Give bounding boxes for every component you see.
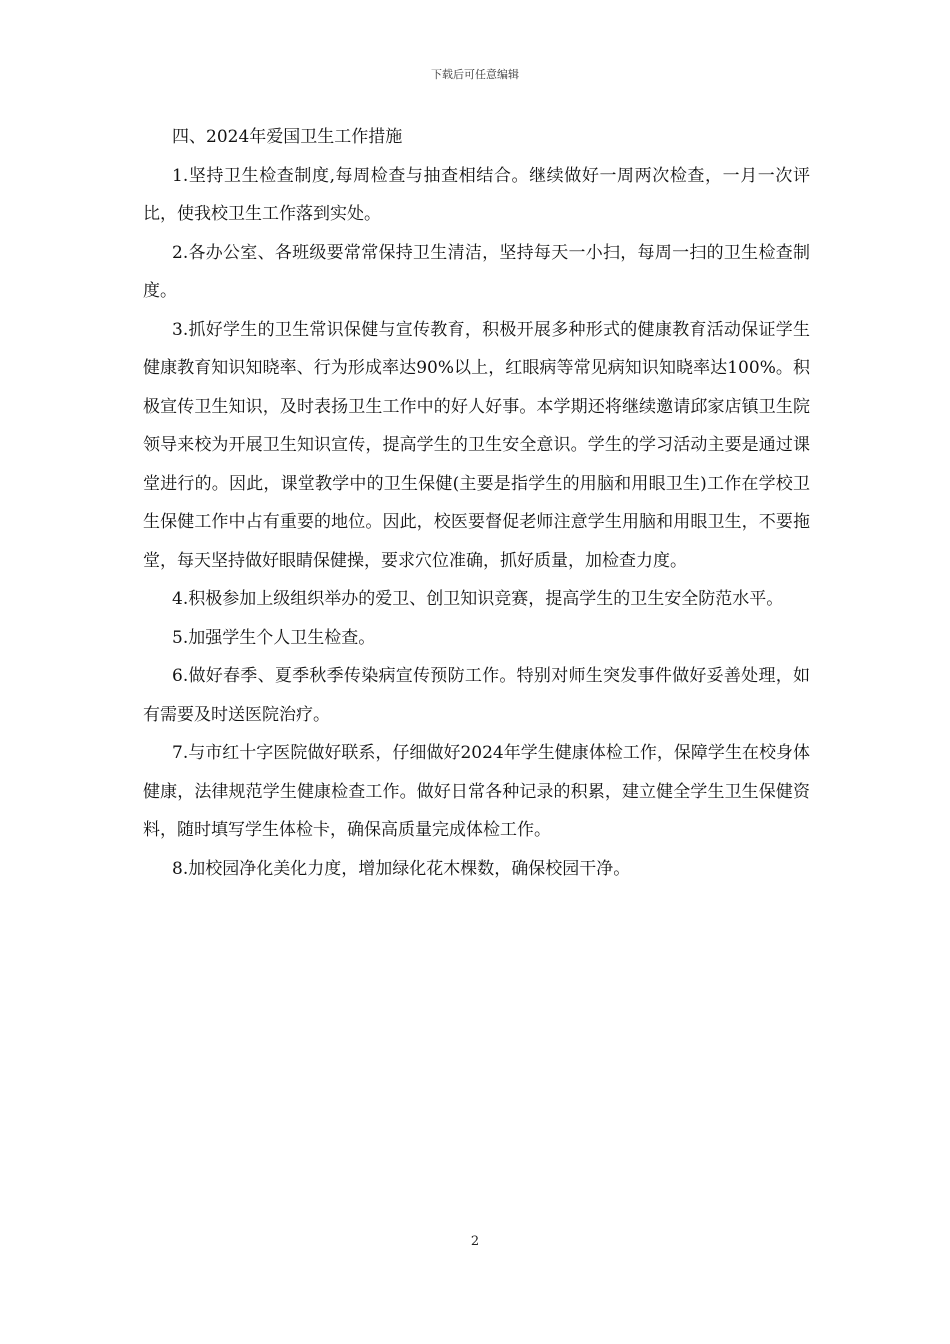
paragraph-8: 8.加校园净化美化力度，增加绿化花木棵数，确保校园干净。 — [172, 858, 631, 879]
document-body — [143, 118, 810, 888]
page-header: 下载后可任意编辑 — [431, 68, 519, 81]
paragraph-6: 6.做好春季、夏季秋季传染病宣传预防工作。特别对师生突发事件做好妥善处理，如有需要及时送医院治疗。 — [143, 666, 810, 725]
paragraph-1: 1.坚持卫生检查制度,每周检查与抽查相结合。继续做好一周两次检查，一月一次评比，使我校卫生工作落到实处。 — [143, 165, 810, 224]
paragraph-7: 7.与市红十字医院做好联系，仔细做好2024年学生健康体检工作，保障学生在校身体健康，法律规范学生健康检查工作。做好日常各种记录的积累，建立健全学生卫生保健资料，随时填写学生体检卡，确保高质量完成体检工作。 — [143, 743, 810, 840]
paragraph-4: 4.积极参加上级组织举办的爱卫、创卫知识竞赛，提高学生的卫生安全防范水平。 — [172, 589, 784, 609]
section-title: 四、2024年爱国卫生工作措施 — [172, 127, 403, 147]
page-number: 2 — [470, 1234, 480, 1249]
paragraph-5: 5.加强学生个人卫生检查。 — [172, 627, 376, 648]
paragraph-3: 3.抓好学生的卫生常识保健与宣传教育，积极开展多种形式的健康教育活动保证学生健康教育知识知晓率、行为形成率达90%以上，红眼病等常见病知识知晓率达100%。积极宣传卫生知识，及时表扬卫生工作中的好人好事。本学期还将继续邀请邱家店镇卫生院领导来校为开展卫生知识宣传，提高学生的卫生安全意识。学生的学习活动主要是通过课堂进行的。因此，课堂教学中的卫生保健(主要是指学生的用脑和用眼卫生)工作在学校卫生保健工作中占有重要的地位。因此，校医要督促老师注意学生用脑和用眼卫生，不要拖堂，每天坚持做好眼睛保健操，要求穴位准确，抓好质量，加检查力度。 — [143, 319, 810, 571]
paragraph-2: 2.各办公室、各班级要常常保持卫生清洁，坚持每天一小扫，每周一扫的卫生检查制度。 — [143, 242, 810, 301]
